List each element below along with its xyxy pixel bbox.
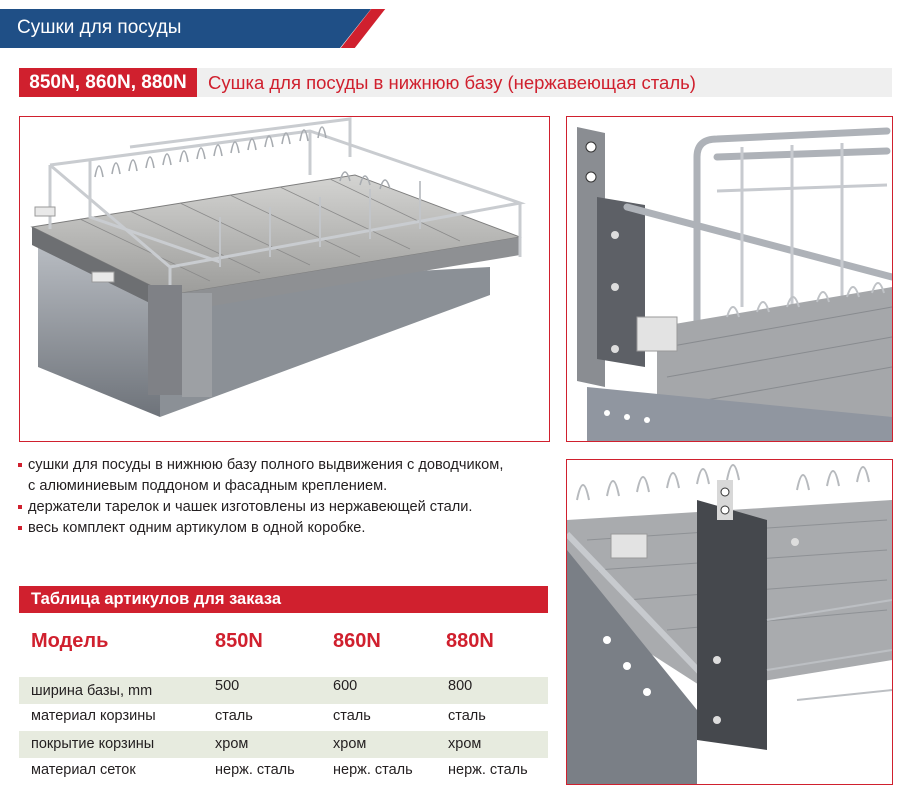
feature-bullet — [18, 497, 558, 518]
detail-photo-bracket — [566, 116, 893, 442]
cell-860n: нерж. сталь — [333, 762, 413, 778]
bullet-marker — [18, 526, 22, 530]
cell-850n: 500 — [215, 678, 240, 694]
cell-880n: хром — [448, 736, 482, 752]
table-row — [19, 677, 548, 704]
column-header-850n: 850N — [215, 630, 263, 652]
feature-text: с алюминиевым поддоном и фасадным креплением. — [28, 478, 388, 494]
row-label: материал корзины — [31, 708, 156, 724]
table-row — [19, 758, 548, 785]
order-table-heading — [19, 586, 548, 613]
feature-bullets — [18, 455, 558, 539]
row-label: покрытие корзины — [31, 736, 155, 752]
row-label: ширина базы, mm — [31, 683, 153, 699]
cell-860n: хром — [333, 736, 367, 752]
bullet-marker — [18, 505, 22, 509]
feature-text: держатели тарелок и чашек изготовлены из нержавеющей стали. — [28, 499, 473, 515]
table-row — [19, 731, 548, 758]
main-product-photo — [19, 116, 550, 442]
column-header-880n: 880N — [446, 630, 494, 652]
cell-850n: нерж. сталь — [215, 762, 295, 778]
table-row — [19, 704, 548, 731]
feature-bullet — [18, 455, 558, 476]
column-header-860n: 860N — [333, 630, 381, 652]
cell-880n: 800 — [448, 678, 473, 694]
detail-photo-slide — [566, 459, 893, 785]
page-title: Сушки для посуды — [17, 17, 182, 38]
product-title: Сушка для посуды в нижнюю базу (нержавеющая сталь) — [208, 72, 696, 93]
cell-880n: сталь — [448, 708, 486, 724]
cell-880n: нерж. сталь — [448, 762, 528, 778]
product-heading — [19, 68, 892, 97]
product-codes: 850N, 860N, 880N — [19, 68, 197, 97]
feature-text: весь комплект одним артикулом в одной коробке. — [28, 520, 366, 536]
row-label: материал сеток — [31, 762, 136, 778]
feature-text: сушки для посуды в нижнюю базу полного выдвижения с доводчиком, — [28, 457, 504, 473]
bullet-marker — [18, 463, 22, 467]
page-banner — [0, 0, 906, 48]
feature-bullet — [18, 518, 558, 539]
feature-bullet-continuation — [18, 476, 558, 497]
order-table-title: Таблица артикулов для заказа — [31, 590, 282, 608]
cell-850n: хром — [215, 736, 249, 752]
cell-860n: сталь — [333, 708, 371, 724]
cell-860n: 600 — [333, 678, 358, 694]
column-header-model: Модель — [31, 630, 109, 652]
cell-850n: сталь — [215, 708, 253, 724]
